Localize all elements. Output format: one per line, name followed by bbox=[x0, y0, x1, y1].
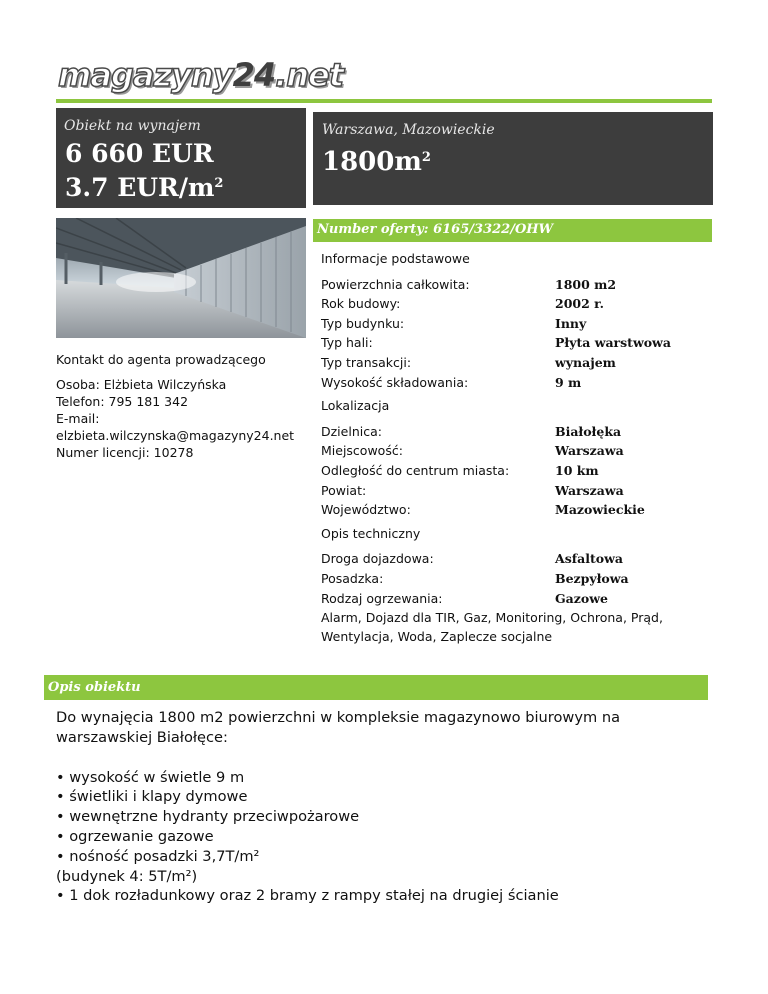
detail-row: Typ budynku: Inny bbox=[321, 315, 587, 331]
header-divider bbox=[56, 99, 712, 103]
agent-email-label: E-mail: bbox=[56, 411, 100, 426]
monthly-price: 6 660 EUR bbox=[65, 139, 214, 168]
agent-email[interactable]: elzbieta.wilczynska@magazyny24.net bbox=[56, 428, 295, 443]
location-box bbox=[313, 112, 713, 205]
detail-row: Odległość do centrum miasta: 10 km bbox=[321, 462, 599, 478]
warehouse-photo bbox=[56, 218, 306, 338]
list-item: • świetliki i klapy dymowe bbox=[56, 788, 248, 806]
detail-row: Wysokość składowania: 9 m bbox=[321, 374, 582, 390]
logo-text-a: magazyny bbox=[58, 56, 233, 94]
list-item: • ogrzewanie gazowe bbox=[56, 827, 214, 845]
agent-contact bbox=[56, 351, 311, 461]
site-logo[interactable] bbox=[58, 56, 343, 94]
listing-type-caption: Obiekt na wynajem bbox=[64, 118, 201, 134]
logo-text-c: .net bbox=[275, 56, 344, 94]
detail-row: Województwo: Mazowieckie bbox=[321, 502, 645, 518]
detail-row: Droga dojazdowa: Asfaltowa bbox=[321, 551, 623, 567]
detail-row: Miejscowość: Warszawa bbox=[321, 443, 624, 459]
detail-row: Powierzchnia całkowita: 1800 m2 bbox=[321, 276, 617, 292]
description-intro: Do wynajęcia 1800 m2 powierzchni w kompleksie magazynowo biurowym na warszawskiej Białołęce: bbox=[56, 709, 621, 746]
agent-license: Numer licencji: 10278 bbox=[56, 445, 194, 460]
price-per-m2: 3.7 EUR/$m^2$ bbox=[65, 173, 224, 202]
list-item: • wysokość w świetle 9 m bbox=[56, 768, 245, 786]
detail-row: Posadzka: Bezpyłowa bbox=[321, 570, 629, 586]
contact-title: Kontakt do agenta prowadzącego bbox=[56, 352, 266, 367]
list-item: • nośność posadzki 3,7T/m² bbox=[56, 847, 260, 865]
detail-row: Powiat: Warszawa bbox=[321, 482, 624, 498]
location-title: Lokalizacja bbox=[321, 398, 390, 414]
agent-name: Osoba: Elżbieta Wilczyńska bbox=[56, 377, 227, 392]
location-caption: Warszawa, Mazowieckie bbox=[322, 122, 495, 138]
basic-info-title: Informacje podstawowe bbox=[321, 251, 470, 266]
detail-row: Typ hali: Płyta warstwowa bbox=[321, 335, 671, 351]
logo-text-b: 24 bbox=[232, 56, 276, 94]
property-details bbox=[321, 249, 711, 646]
total-area: $1800m^2$ bbox=[322, 147, 431, 177]
list-item: (budynek 4: 5T/m²) bbox=[56, 867, 198, 885]
description-header: Opis obiektu bbox=[44, 675, 708, 700]
detail-row: Typ transakcji: wynajem bbox=[321, 354, 616, 370]
agent-phone[interactable]: Telefon: 795 181 342 bbox=[56, 394, 189, 409]
detail-row: Dzielnica: Białołęka bbox=[321, 423, 622, 439]
list-item: • 1 dok rozładunkowy oraz 2 bramy z rampy stałej na drugiej ścianie bbox=[56, 887, 559, 905]
technical-title: Opis techniczny bbox=[321, 525, 421, 541]
detail-row: Rok budowy: 2002 r. bbox=[321, 296, 604, 312]
price-box bbox=[56, 108, 306, 208]
list-item: • wewnętrzne hydranty przeciwpożarowe bbox=[56, 808, 360, 826]
detail-row: Rodzaj ogrzewania: Gazowe bbox=[321, 590, 608, 606]
amenities-list: Alarm, Dojazd dla TIR, Gaz, Monitoring, Ochrona, Prąd, Wentylacja, Woda, Zaplecze socjalne bbox=[321, 610, 663, 645]
offer-number-bar: Number oferty: 6165/3322/OHW bbox=[313, 219, 712, 242]
description-body bbox=[56, 708, 706, 906]
